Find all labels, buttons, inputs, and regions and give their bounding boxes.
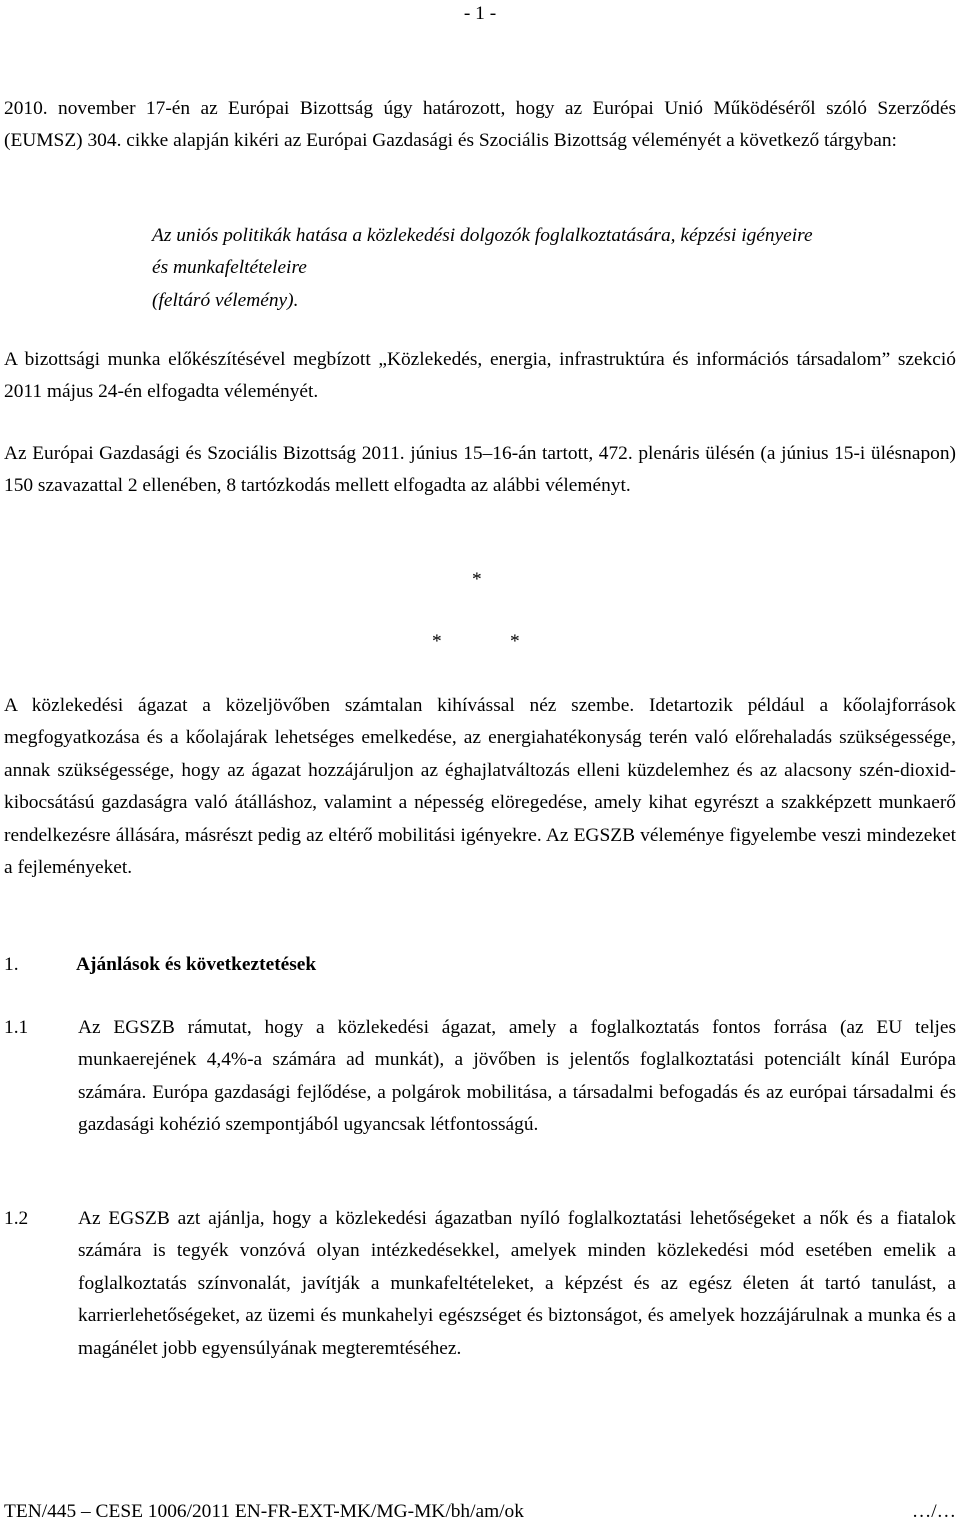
numbered-paragraph: [4, 1012, 956, 1142]
section-heading-title: Ajánlások és következtetések: [76, 954, 317, 975]
subject-line: (feltáró vélemény).: [152, 289, 299, 311]
section-adoption-paragraph: A bizottsági munka előkészítésével megbízott „Közlekedés, energia, infrastruktúra és információs társadalom” szekció 2011 május 24-én elfogadta véleményét.: [4, 349, 956, 403]
context-paragraph: A közlekedési ágazat a közeljövőben számtalan kihívással néz szembe. Idetartozik például a kőolajforrások megfogyatkozása és a kőolajárak lehetséges emelkedése, az energiahatékonyság terén való előrehaladás szükségessége, annak szükségessége, hogy az ágazat hozzájáruljon az éghajlatváltozás elleni küzdelemhez és az alacsony szén-dioxid-kibocsátású gazdaságra való átálláshoz, valamint a népesség elöregedése, amely kihat egyrészt a szakképzett munkaerő rendelkezésre állására, másrészt pedig az eltérő mobilitási igényekre. Az EGSZB véleménye figyelembe veszi mindezeket a fejleményeket.: [4, 695, 956, 879]
subject-line: és munkafeltételeire: [152, 257, 307, 279]
continuation-mark: …/…: [911, 1501, 956, 1522]
section-heading: [4, 949, 956, 981]
plenary-adoption-paragraph: Az Európai Gazdasági és Szociális Bizottság 2011. június 15–16-án tartott, 472. plenáris ülésén (a június 15-i ülésnapon) 150 szavazattal 2 ellenében, 8 tartózkodás mellett elfogadta az alábbi véleményt.: [4, 443, 956, 497]
numbered-paragraph: [4, 1203, 956, 1365]
intro-paragraph: 2010. november 17-én az Európai Bizottság úgy határozott, hogy az Európai Unió Működéséről szóló Szerződés (EUMSZ) 304. cikke alapján kikéri az Európai Gazdasági és Szociális Bizottság véleményét a következő tárgyban:: [4, 98, 956, 152]
paragraph-text: Az EGSZB azt ajánlja, hogy a közlekedési ágazatban nyíló foglalkoztatási lehetőségeket a nők és a fiatalok számára is tegyék vonzóvá olyan intézkedésekkel, amelyek minden közlekedési mód esetében emelik a foglalkoztatás színvonalát, javítják a munkafeltételeket, a képzést és az egész életen át tartó tanulást, a karrierlehetőségeket, az üzemi és munkahelyi egészséget és biztonságot, és amelyek hozzájárulnak a munka és a magánélet jobb egyensúlyának megteremtéséhez.: [78, 1208, 956, 1359]
document-reference: TEN/445 – CESE 1006/2011 EN-FR-EXT-MK/MG-MK/bh/am/ok: [4, 1501, 524, 1522]
separator-asterisk: *: [432, 631, 442, 652]
separator-asterisk: *: [510, 631, 520, 652]
paragraph-number: 1.2: [4, 1208, 29, 1229]
subject-line: Az uniós politikák hatása a közlekedési dolgozók foglalkoztatására, képzési igényeire: [152, 225, 813, 246]
section-heading-number: 1.: [4, 954, 19, 975]
paragraph-text: Az EGSZB rámutat, hogy a közlekedési ágazat, amely a foglalkoztatás fontos forrása (az EU teljes munkaerejének 4,4%-a számára ad munkát), a jövőben is jelentős foglalkoztatási potenciált kínál Európa számára. Európa gazdasági fejlődése, a polgárok mobilitása, a társadalmi befogadás és az európai társadalmi és gazdasági kohézió szempontjából ugyancsak létfontosságú.: [78, 1017, 956, 1136]
page-footer: [4, 1497, 956, 1527]
asterism-separator: [0, 564, 960, 652]
paragraph-number: 1.1: [4, 1017, 29, 1038]
page-number: - 1 -: [463, 3, 497, 24]
separator-asterisk: *: [472, 569, 482, 590]
subject-title: [152, 220, 956, 317]
